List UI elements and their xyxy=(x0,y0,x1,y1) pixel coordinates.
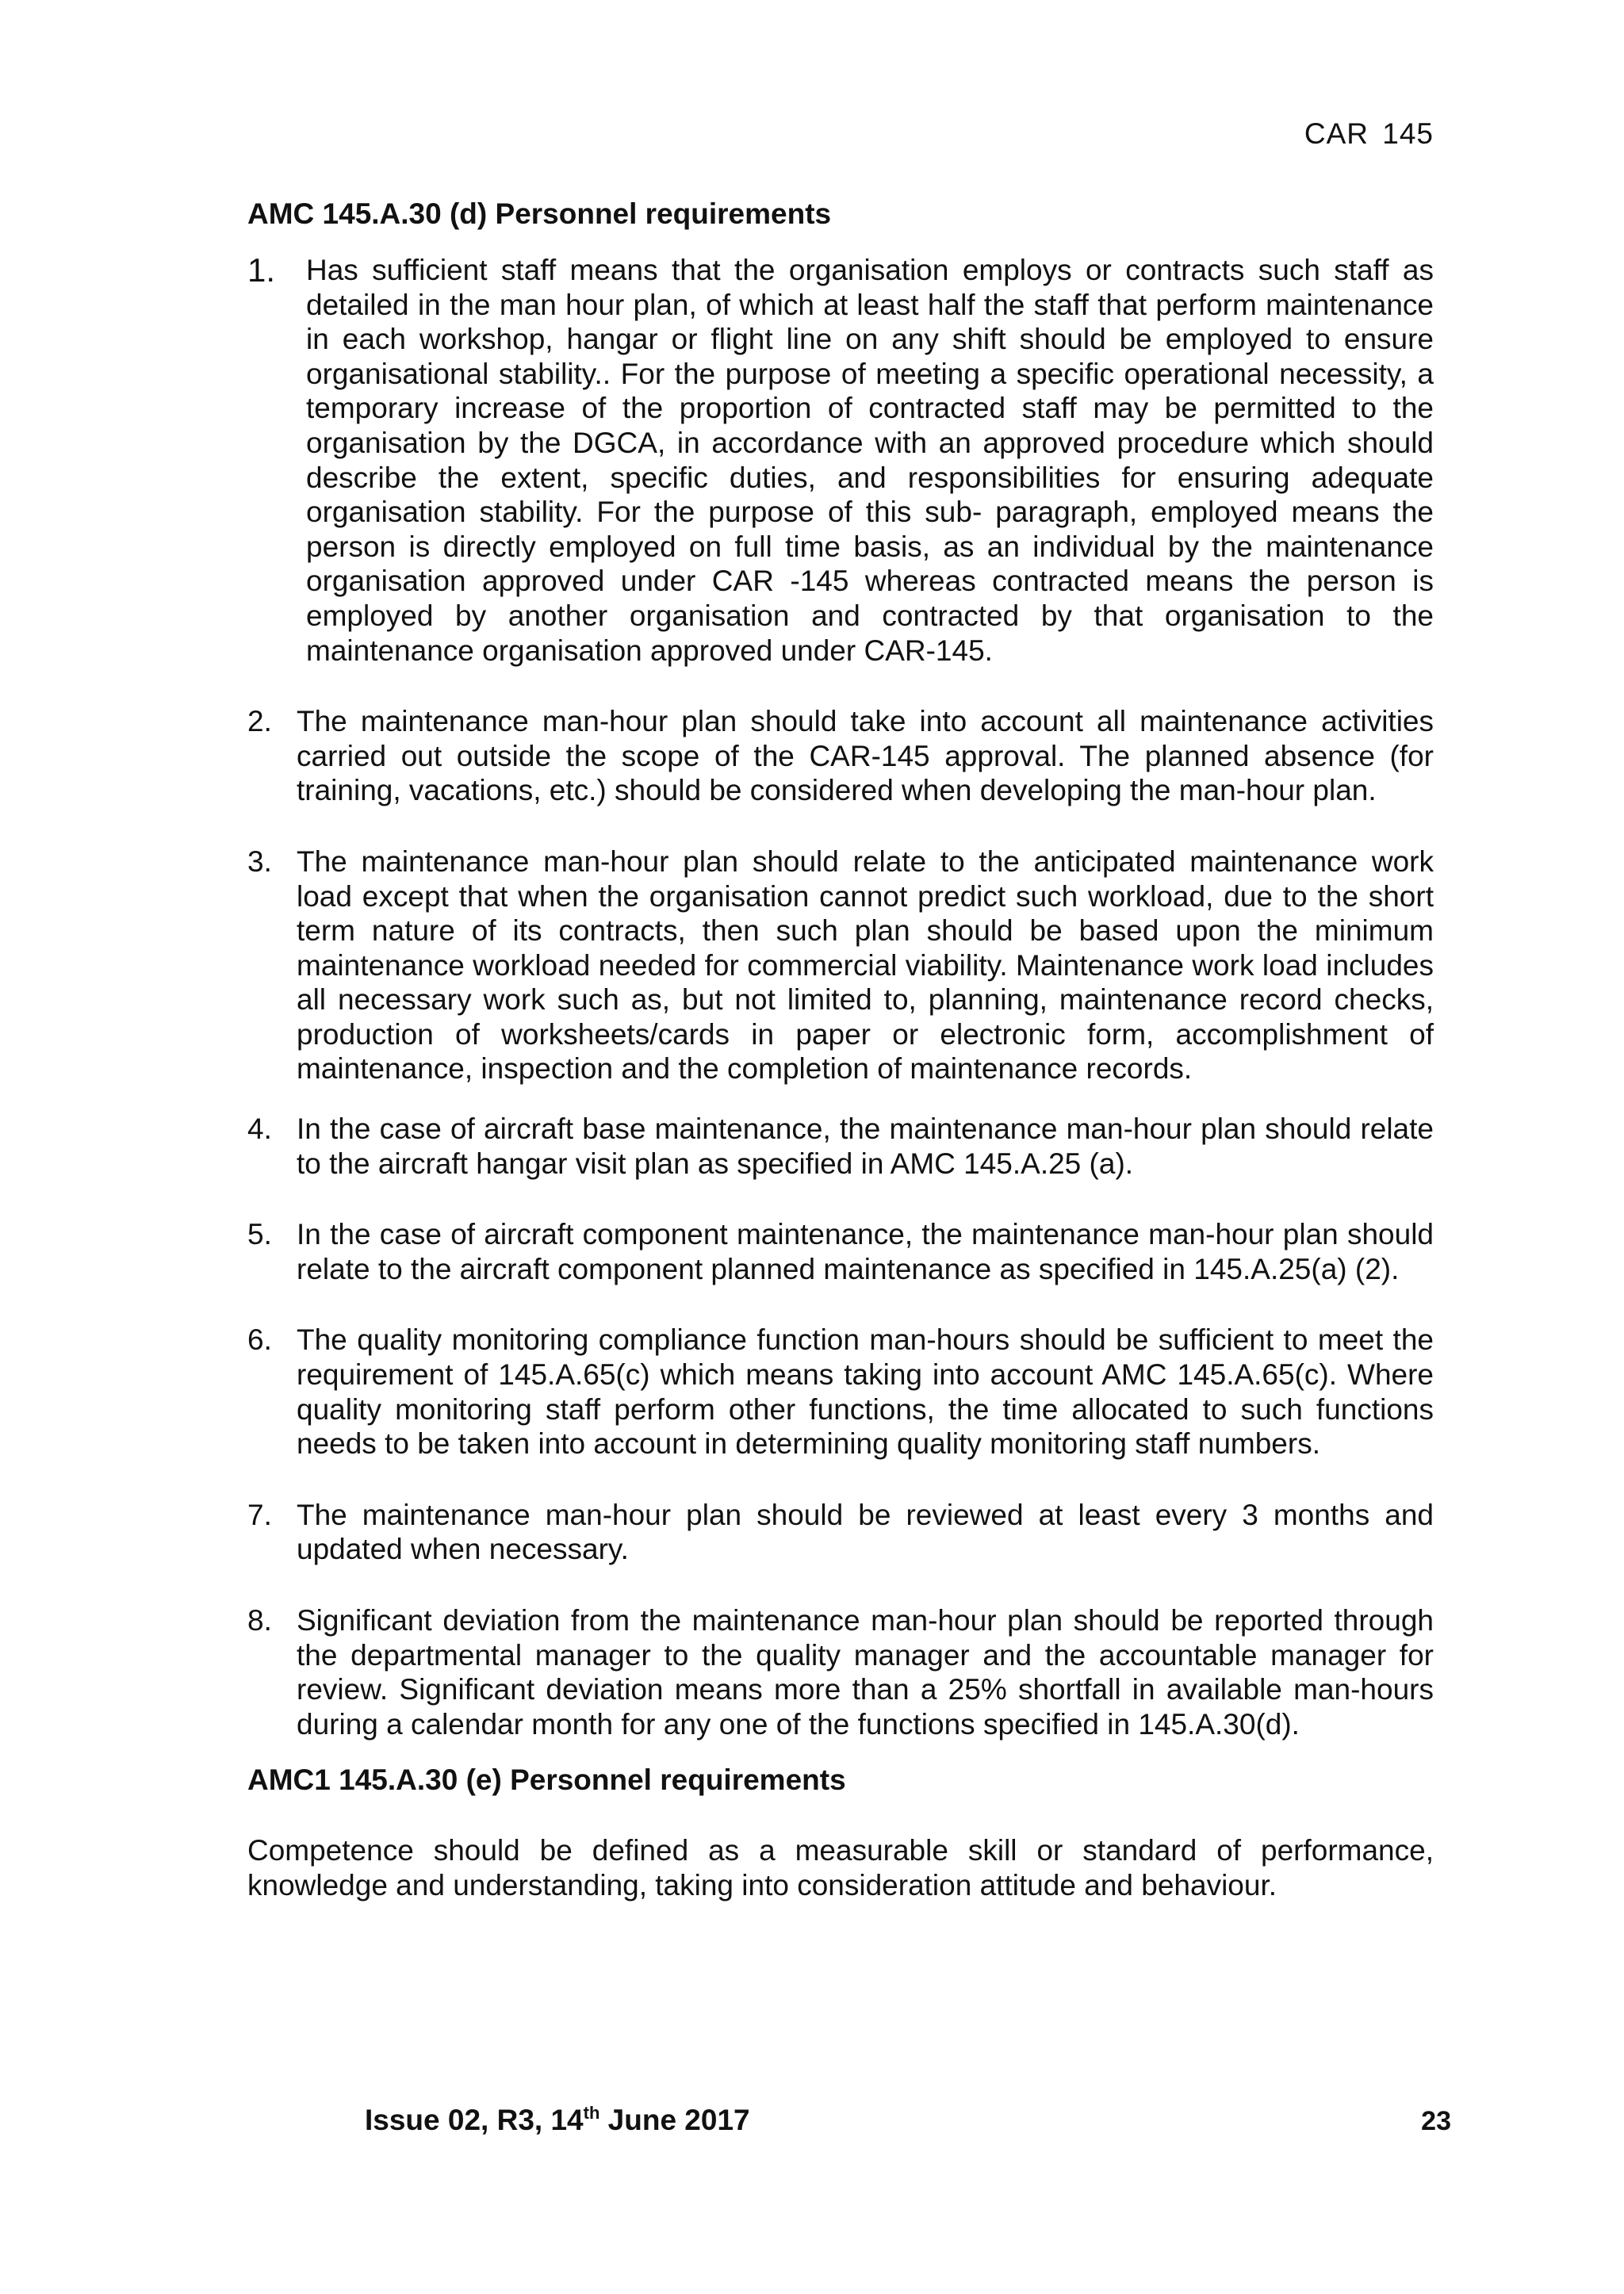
item-text: Significant deviation from the maintenance man-hour plan should be reported through the departmental manager to the quality manager and the accountable manager for review. Significant deviation means more than a 25% shortfall in available man-hours during a calendar month for any one of the functions specified in 145.A.30(d). xyxy=(297,1604,1434,1741)
personnel-requirements-list xyxy=(247,253,1434,1741)
item-number: 7. xyxy=(247,1498,272,1531)
issue-info xyxy=(365,2104,750,2137)
item-text: In the case of aircraft base maintenance, the maintenance man-hour plan should relate to the aircraft hangar visit plan as specified in AMC 145.A.25 (a). xyxy=(297,1113,1434,1180)
item-number: 2. xyxy=(247,705,272,738)
item-number: 4. xyxy=(247,1113,272,1146)
item-text: Has sufficient staff means that the organisation employs or contracts such staff as detailed in the man hour plan, of which at least half the staff that perform maintenance in each workshop, hangar or flight line on any shift should be employed to ensure organisational stability.. For the purpose of meeting a specific operational necessity, a temporary increase of the proportion of contracted staff may be permitted to the organisation by the DGCA, in accordance with an approved procedure which should describe the extent, specific duties, and responsibilities for ensuring adequate organisation stability. For the purpose of this sub- paragraph, employed means the person is directly employed on full time basis, as an individual by the maintenance organisation approved under CAR -145 whereas contracted means the person is employed by another organisation and contracted by that organisation to the maintenance organisation approved under CAR-145. xyxy=(306,254,1434,667)
item-number: 3. xyxy=(247,844,272,878)
item-number: 8. xyxy=(247,1604,272,1637)
list-item xyxy=(247,253,1434,668)
competence-paragraph: Competence should be defined as a measurable skill or standard of performance, knowledge and understanding, taking into consideration attitude and behaviour. xyxy=(247,1834,1434,1901)
issue-suffix: June 2017 xyxy=(599,2104,750,2136)
list-item xyxy=(247,844,1434,1086)
item-text: In the case of aircraft component maintenance, the maintenance man-hour plan should relate to the aircraft component planned maintenance as specified in 145.A.25(a) (2). xyxy=(297,1218,1434,1285)
list-item xyxy=(247,1112,1434,1181)
item-text: The quality monitoring compliance function man-hours should be sufficient to meet the requirement of 145.A.65(c) which means taking into account AMC 145.A.65(c). Where quality monitoring staff perform other functions, the time allocated to such functions needs to be taken into account in determining quality monitoring staff numbers. xyxy=(297,1323,1434,1461)
item-number: 6. xyxy=(247,1323,272,1357)
document-code: CAR 145 xyxy=(1304,117,1434,150)
section-heading-e: AMC1 145.A.30 (e) Personnel requirements xyxy=(247,1764,846,1797)
issue-prefix: Issue 02, R3, 14 xyxy=(365,2104,584,2136)
section-heading-d: AMC 145.A.30 (d) Personnel requirements xyxy=(247,197,832,230)
issue-ordinal: th xyxy=(583,2103,600,2123)
list-item xyxy=(247,704,1434,808)
list-item xyxy=(247,1323,1434,1461)
item-number: 1. xyxy=(247,251,276,289)
list-item xyxy=(247,1603,1434,1741)
page-content xyxy=(247,196,1434,1903)
list-item xyxy=(247,1217,1434,1286)
item-text: The maintenance man-hour plan should relate to the anticipated maintenance work load except that when the organisation cannot predict such workload, due to the short term nature of its contracts, then such plan should be based upon the minimum maintenance workload needed for commercial viability. Maintenance work load includes all necessary work such as, but not limited to, planning, maintenance record checks, production of worksheets/cards in paper or electronic form, accomplishment of maintenance, inspection and the completion of maintenance records. xyxy=(297,844,1434,1086)
item-number: 5. xyxy=(247,1218,272,1251)
page-number: 23 xyxy=(1421,2106,1451,2136)
item-text: The maintenance man-hour plan should be reviewed at least every 3 months and updated when necessary. xyxy=(297,1498,1434,1566)
list-item xyxy=(247,1498,1434,1567)
item-text: The maintenance man-hour plan should take into account all maintenance activities carried out outside the scope of the CAR-145 approval. The planned absence (for training, vacations, etc.) should be considered when developing the man-hour plan. xyxy=(297,705,1434,807)
